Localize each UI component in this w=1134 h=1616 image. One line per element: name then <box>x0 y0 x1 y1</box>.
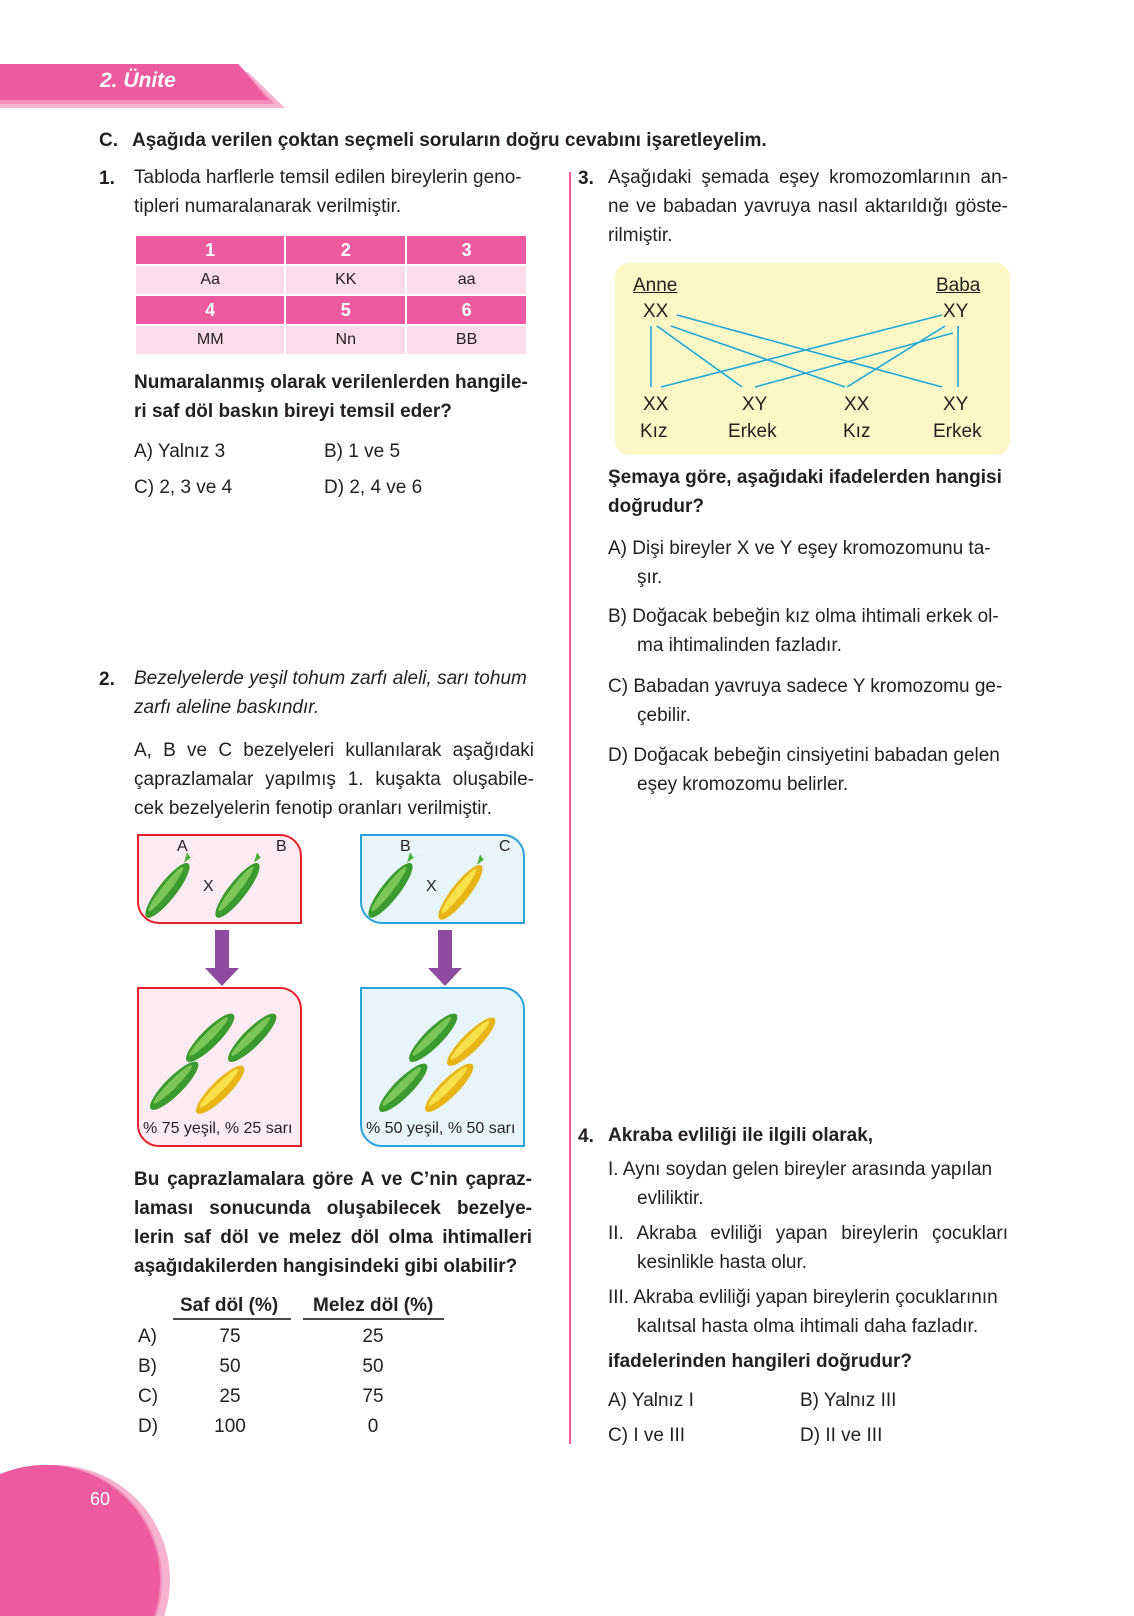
header-rule <box>173 1318 291 1320</box>
down-arrow-icon <box>215 930 229 968</box>
father-label: Baba <box>936 275 981 296</box>
q2-desc: A, B ve C bezelyeleri kullanılarak aşağıdaki <box>134 740 534 761</box>
option-text: çebilir. <box>637 705 691 726</box>
statement-text: II. Akraba evliliği yapan bireylerin çocukları <box>608 1223 1008 1244</box>
table-row-numbers <box>136 236 526 264</box>
statement-text: I. Aynı soydan gelen bireyler arasında yapılan <box>608 1159 993 1180</box>
down-arrow-icon <box>438 930 452 968</box>
parent-label: C <box>499 838 511 855</box>
child-sex: Kız <box>640 421 668 442</box>
header-rule <box>303 1318 444 1320</box>
mother-label: Anne <box>633 275 678 296</box>
child-sex: Kız <box>843 421 871 442</box>
q4-statement-2 <box>608 1219 1008 1277</box>
option-text: B) Doğacak bebeğin kız olma ihtimali erkek ol- <box>608 606 999 627</box>
option-text: eşey kromozomu belirler. <box>637 774 849 795</box>
pea-pod-icon <box>139 836 304 926</box>
q3-option-c[interactable] <box>608 672 1008 730</box>
option-label: A) <box>138 1326 157 1347</box>
q4-option-a[interactable]: A) Yalnız I <box>608 1390 694 1411</box>
q3-option-a[interactable] <box>608 534 1008 592</box>
option-label: C) <box>138 1386 159 1407</box>
option-label: D) <box>138 1416 159 1437</box>
statement-text: kesinlikle hasta olur. <box>637 1252 808 1273</box>
parent-label: A <box>177 838 188 855</box>
column-divider <box>569 172 571 1444</box>
table-cell: KK <box>286 266 405 294</box>
cross1-parents-box <box>137 834 302 924</box>
saf-value: 100 <box>214 1416 246 1437</box>
question-number: 1. <box>99 168 115 189</box>
q2-intro: zarfı aleline baskındır. <box>134 697 320 718</box>
q1-question: Numaralanmış olarak verilenlerden hangile- <box>134 372 528 393</box>
q3-question: Şemaya göre, aşağıdaki ifadelerden hangisi <box>608 467 1002 488</box>
parent-label: B <box>276 838 287 855</box>
q3-option-d[interactable] <box>608 741 1008 799</box>
statement-text: III. Akraba evliliği yapan bireylerin çocuklarının <box>608 1287 998 1308</box>
unit-label: 2. Ünite <box>100 69 176 92</box>
q1-option-a[interactable]: A) Yalnız 3 <box>134 441 226 462</box>
cross1-offspring-box <box>137 987 302 1147</box>
q4-option-b[interactable]: B) Yalnız III <box>800 1390 897 1411</box>
table-cell: 1 <box>136 236 284 264</box>
q4-option-d[interactable]: D) II ve III <box>800 1425 883 1446</box>
option-text: D) Doğacak bebeğin cinsiyetini babadan gelen <box>608 745 1000 766</box>
child-sex: Erkek <box>728 421 777 442</box>
statement-text: evliliktir. <box>637 1188 704 1209</box>
q4-option-c[interactable]: C) I ve III <box>608 1425 686 1446</box>
q1-intro: tipleri numaralanarak verilmiştir. <box>134 196 402 217</box>
table-cell: Nn <box>286 326 405 354</box>
cross2-parents-box <box>360 834 525 924</box>
pea-pod-icon <box>139 989 304 1119</box>
table-cell: 5 <box>286 296 405 324</box>
q2-question: laması sonucunda oluşabilecek bezelye- <box>134 1198 532 1219</box>
table-cell: aa <box>407 266 526 294</box>
child-genotype: XX <box>643 394 669 415</box>
column-header: Melez döl (%) <box>313 1295 434 1316</box>
option-text: A) Dişi bireyler X ve Y eşey kromozomunu ta- <box>608 538 991 559</box>
q4-statement-3 <box>608 1283 1008 1341</box>
mother-genotype: XX <box>643 301 669 322</box>
q4-statement-1 <box>608 1155 1008 1213</box>
table-cell: MM <box>136 326 284 354</box>
table-row-numbers <box>136 296 526 324</box>
q2-question: Bu çaprazlamalara göre A ve C’nin çapraz- <box>134 1169 532 1190</box>
q1-option-c[interactable]: C) 2, 3 ve 4 <box>134 477 233 498</box>
option-text: ma ihtimalinden fazladır. <box>637 635 842 656</box>
table-cell: 2 <box>286 236 405 264</box>
cross-symbol: X <box>203 878 214 895</box>
option-text: şır. <box>637 567 663 588</box>
section-title-text: Aşağıda verilen çoktan seçmeli soruların doğru cevabını işaretleyelim. <box>132 130 767 151</box>
unit-banner <box>0 64 290 108</box>
table-cell: 3 <box>407 236 526 264</box>
father-genotype: XY <box>943 301 969 322</box>
cross-symbol: X <box>426 878 437 895</box>
saf-value: 25 <box>219 1386 241 1407</box>
section-title <box>99 130 767 152</box>
column-header: Saf döl (%) <box>180 1295 279 1316</box>
result-caption: % 75 yeşil, % 25 sarı <box>143 1120 293 1137</box>
statement-text: kalıtsal hasta olma ihtimali daha fazladır. <box>637 1316 979 1337</box>
child-genotype: XY <box>943 394 969 415</box>
pea-pod-icon <box>362 836 527 926</box>
q3-intro: rilmiştir. <box>608 225 673 246</box>
question-number: 3. <box>578 168 594 189</box>
q2-desc: çaprazlamalar yapılmış 1. kuşakta oluşabile- <box>134 769 534 790</box>
q3-option-b[interactable] <box>608 602 1008 660</box>
child-sex: Erkek <box>933 421 982 442</box>
q4-title: Akraba evliliği ile ilgili olarak, <box>608 1125 874 1146</box>
saf-value: 50 <box>219 1356 241 1377</box>
q3-intro: Aşağıdaki şemada eşey kromozomlarının an- <box>608 167 1008 188</box>
q1-option-b[interactable]: B) 1 ve 5 <box>324 441 401 462</box>
table-cell: 6 <box>407 296 526 324</box>
section-letter: C. <box>99 130 118 151</box>
q1-intro: Tabloda harflerle temsil edilen bireylerin geno- <box>134 167 522 188</box>
option-text: C) Babadan yavruya sadece Y kromozomu ge- <box>608 676 1003 697</box>
q2-question: lerin saf döl ve melez döl olma ihtimalleri <box>134 1227 532 1248</box>
q1-option-d[interactable]: D) 2, 4 ve 6 <box>324 477 423 498</box>
melez-value: 50 <box>362 1356 384 1377</box>
q2-question: aşağıdakilerden hangisindeki gibi olabilir? <box>134 1256 518 1277</box>
option-label: B) <box>138 1356 157 1377</box>
table-cell: BB <box>407 326 526 354</box>
child-genotype: XY <box>742 394 768 415</box>
child-genotype: XX <box>844 394 870 415</box>
table-cell: 4 <box>136 296 284 324</box>
table-row-genotypes <box>136 326 526 354</box>
question-number: 2. <box>99 669 115 690</box>
genotype-table <box>134 234 528 356</box>
q3-question: doğrudur? <box>608 496 705 517</box>
result-caption: % 50 yeşil, % 50 sarı <box>366 1120 516 1137</box>
q1-question: ri saf döl baskın bireyi temsil eder? <box>134 401 452 422</box>
page-number: 60 <box>90 1489 111 1509</box>
q2-desc: cek bezelyelerin fenotip oranları verilmiştir. <box>134 798 492 819</box>
table-cell: Aa <box>136 266 284 294</box>
page-badge <box>0 1465 160 1616</box>
q2-intro: Bezelyelerde yeşil tohum zarfı aleli, sarı tohum <box>134 668 527 689</box>
question-number: 4. <box>578 1126 594 1147</box>
q3-intro: ne ve babadan yavruya nasıl aktarıldığı göste- <box>608 196 1008 217</box>
melez-value: 0 <box>367 1416 379 1437</box>
melez-value: 25 <box>362 1326 384 1347</box>
pea-pod-icon <box>362 989 527 1119</box>
cross2-offspring-box <box>360 987 525 1147</box>
table-row-genotypes <box>136 266 526 294</box>
chromosome-diagram <box>615 263 1010 455</box>
q4-question: ifadelerinden hangileri doğrudur? <box>608 1351 913 1372</box>
parent-label: B <box>400 838 411 855</box>
saf-value: 75 <box>219 1326 241 1347</box>
melez-value: 75 <box>362 1386 384 1407</box>
